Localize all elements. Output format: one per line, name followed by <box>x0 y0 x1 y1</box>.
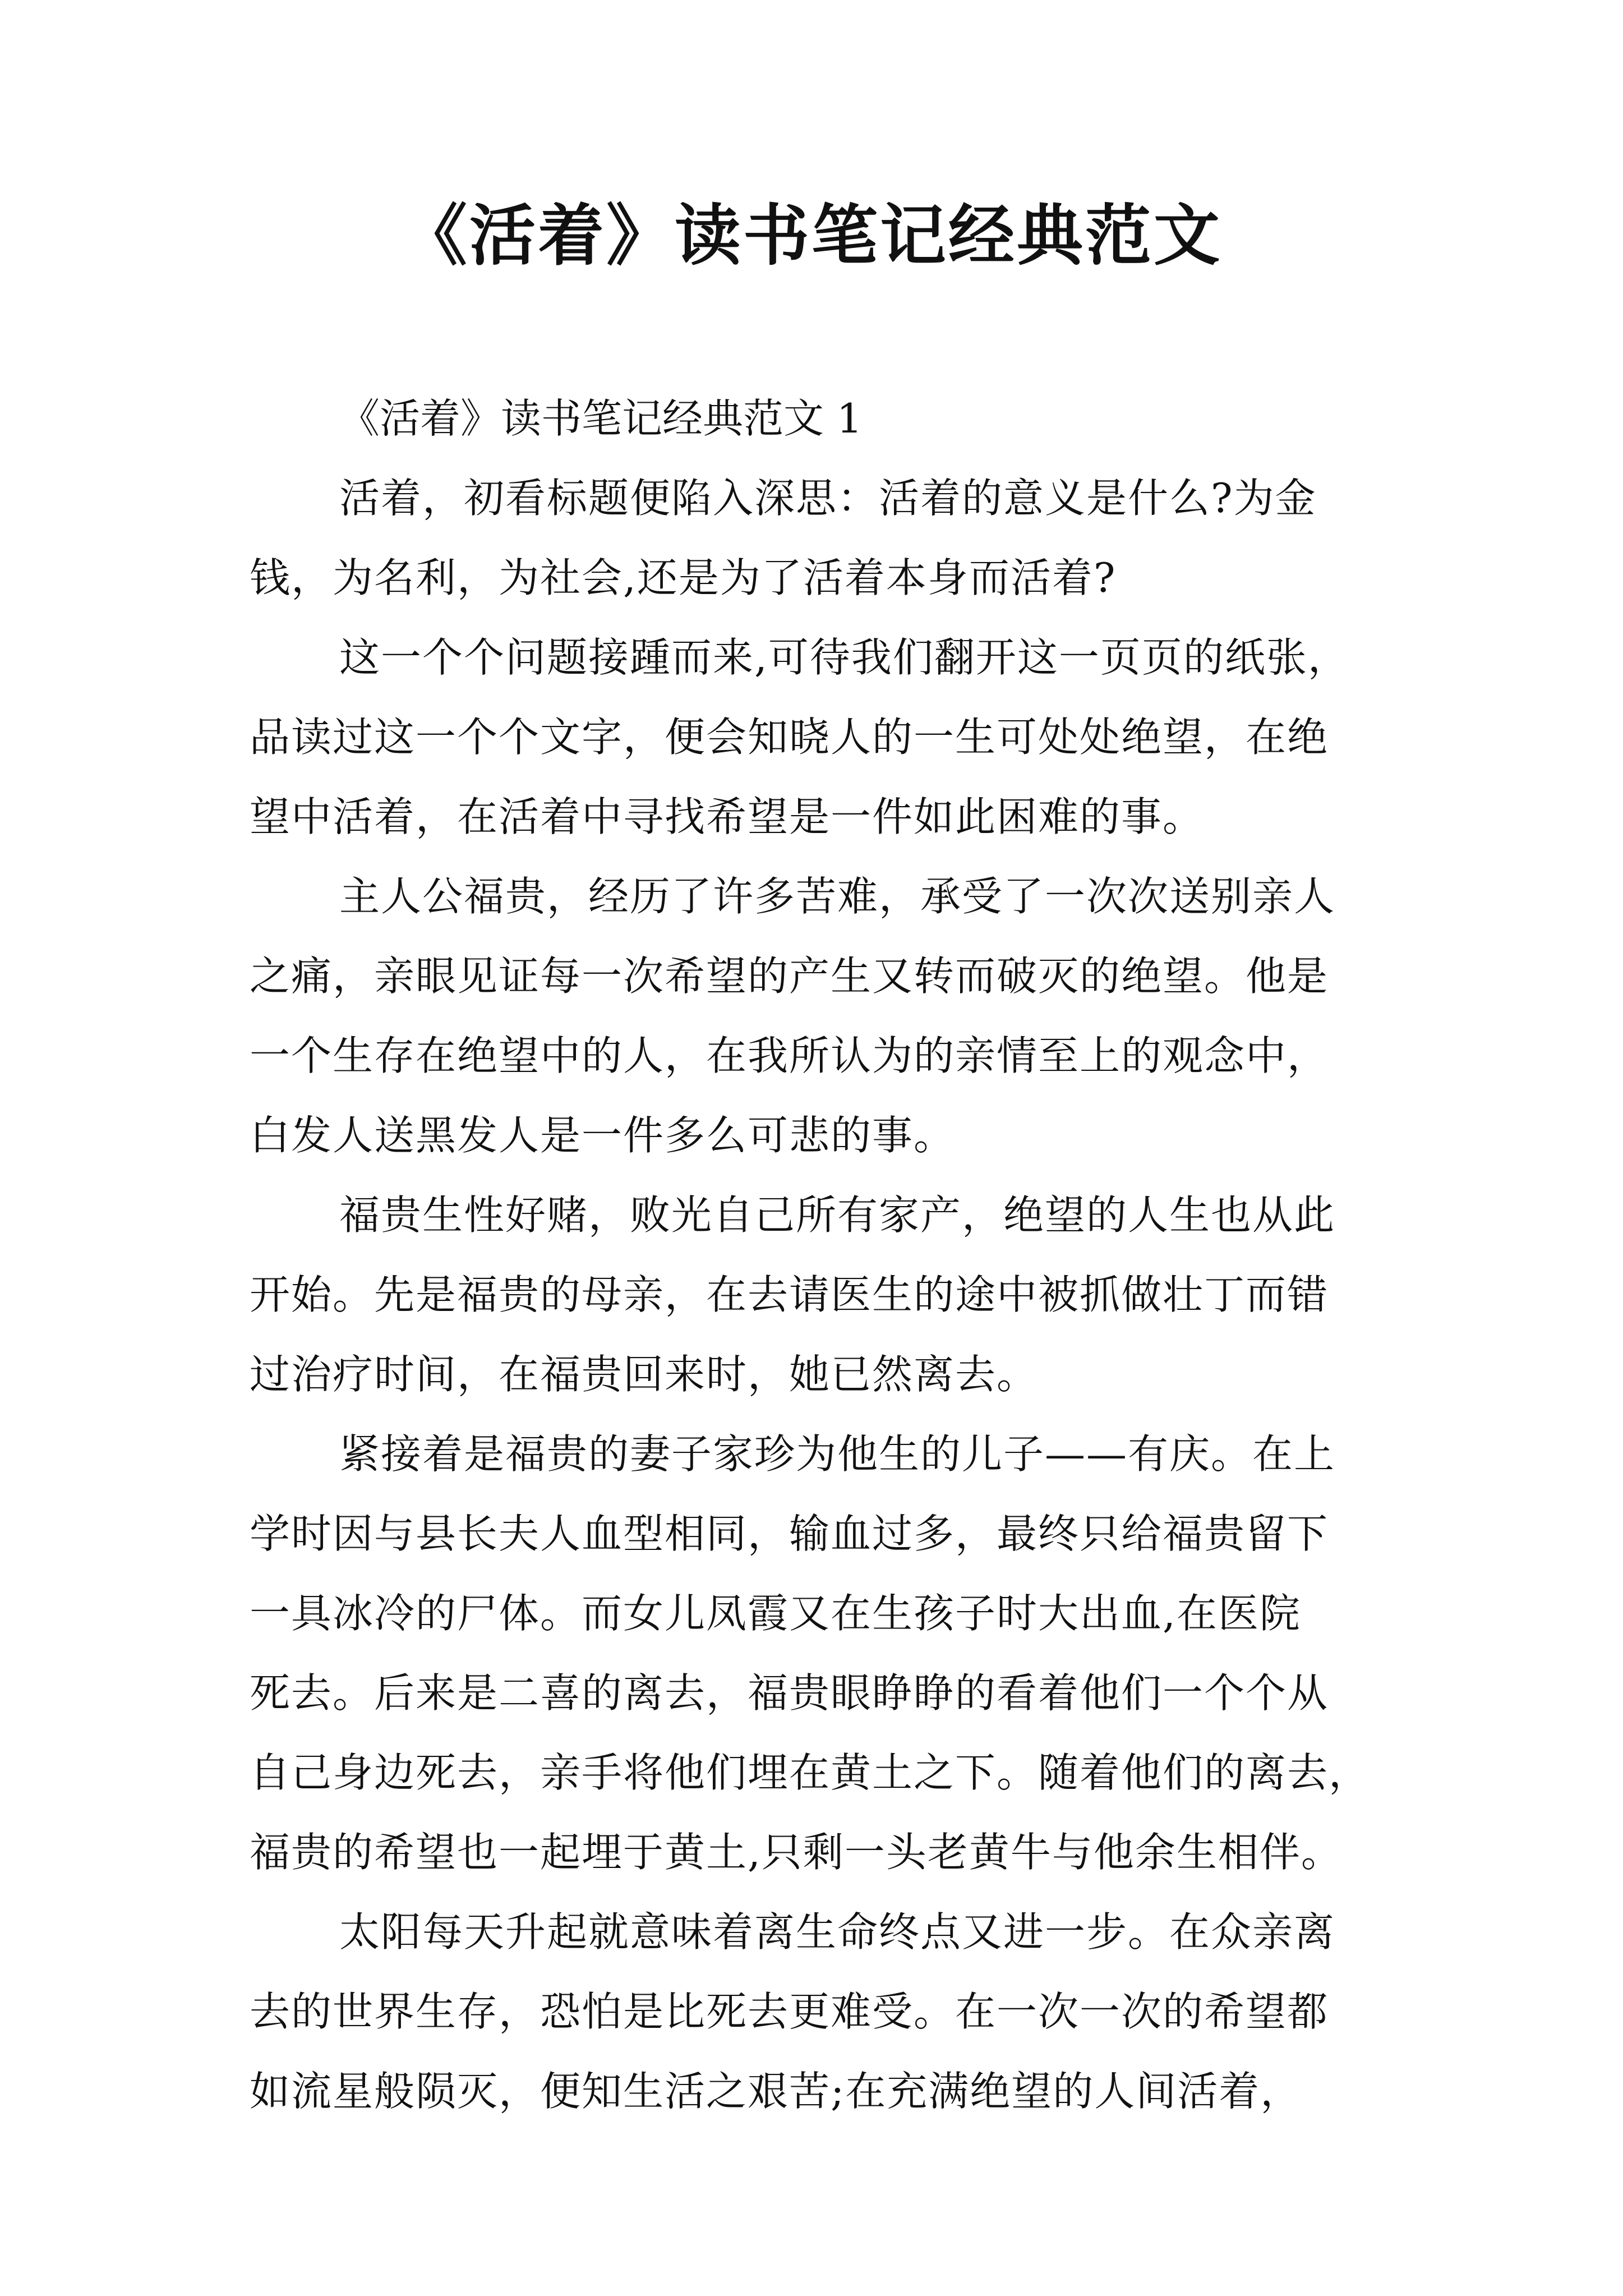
text-line: 过治疗时间，在福贵回来时，她已然离去。 <box>250 1351 1039 1398</box>
paragraph-4 <box>250 1175 1388 1414</box>
text-line: 白发人送黑发人是一件多么可悲的事。 <box>250 1112 956 1159</box>
text-line: 品读过这一个个文字，便会知晓人的一生可处处绝望，在绝 <box>250 714 1329 761</box>
text-line: 去的世界生存，恐怕是比死去更难受。在一次一次的希望都 <box>250 1988 1329 2035</box>
text-line: 一具冰冷的尸体。而女儿凤霞又在生孩子时大出血,在医院 <box>250 1590 1301 1637</box>
text-line: 主人公福贵，经历了许多苦难，承受了一次次送别亲人 <box>339 873 1336 920</box>
text-line: 这一个个问题接踵而来,可待我们翻开这一页页的纸张， <box>339 634 1349 681</box>
text-line: 开始。先是福贵的母亲，在去请医生的途中被抓做壮丁而错 <box>250 1271 1329 1318</box>
text-line: 学时因与县长夫人血型相同，输血过多，最终只给福贵留下 <box>250 1510 1329 1557</box>
text-line: 紧接着是福贵的妻子家珍为他生的儿子——有庆。在上 <box>339 1430 1336 1478</box>
text-line: 如流星般陨灭，便知生活之艰苦;在充满绝望的人间活着， <box>250 2068 1302 2115</box>
text-line: 活着，初看标题便陷入深思：活着的意义是什么?为金 <box>339 475 1317 522</box>
section-heading: 《活着》读书笔记经典范文 1 <box>339 395 863 442</box>
text-line: 死去。后来是二喜的离去，福贵眼睁睁的看着他们一个个从 <box>250 1669 1329 1717</box>
text-line: 福贵生性好赌，败光自己所有家产，绝望的人生也从此 <box>339 1191 1336 1239</box>
paragraph-5 <box>250 1414 1388 1892</box>
text-line: 福贵的希望也一起埋于黄土,只剩一头老黄牛与他余生相伴。 <box>250 1829 1343 1876</box>
document-title: 《活着》读书笔记经典范文 <box>400 196 1222 274</box>
text-line: 太阳每天升起就意味着离生命终点又进一步。在众亲离 <box>339 1908 1336 1955</box>
text-line: 之痛，亲眼见证每一次希望的产生又转而破灭的绝望。他是 <box>250 953 1329 1000</box>
text-line: 一个生存在绝望中的人，在我所认为的亲情至上的观念中， <box>250 1032 1329 1079</box>
text-line: 望中活着，在活着中寻找希望是一件如此困难的事。 <box>250 793 1205 840</box>
text-line: 钱，为名利，为社会,还是为了活着本身而活着? <box>250 554 1117 601</box>
paragraph-6 <box>250 1892 1388 2131</box>
document-body <box>250 379 1388 2131</box>
paragraph-2 <box>250 618 1388 857</box>
paragraph-1 <box>250 458 1388 618</box>
paragraph-3 <box>250 857 1388 1175</box>
text-line: 自己身边死去，亲手将他们埋在黄土之下。随着他们的离去， <box>250 1749 1371 1796</box>
